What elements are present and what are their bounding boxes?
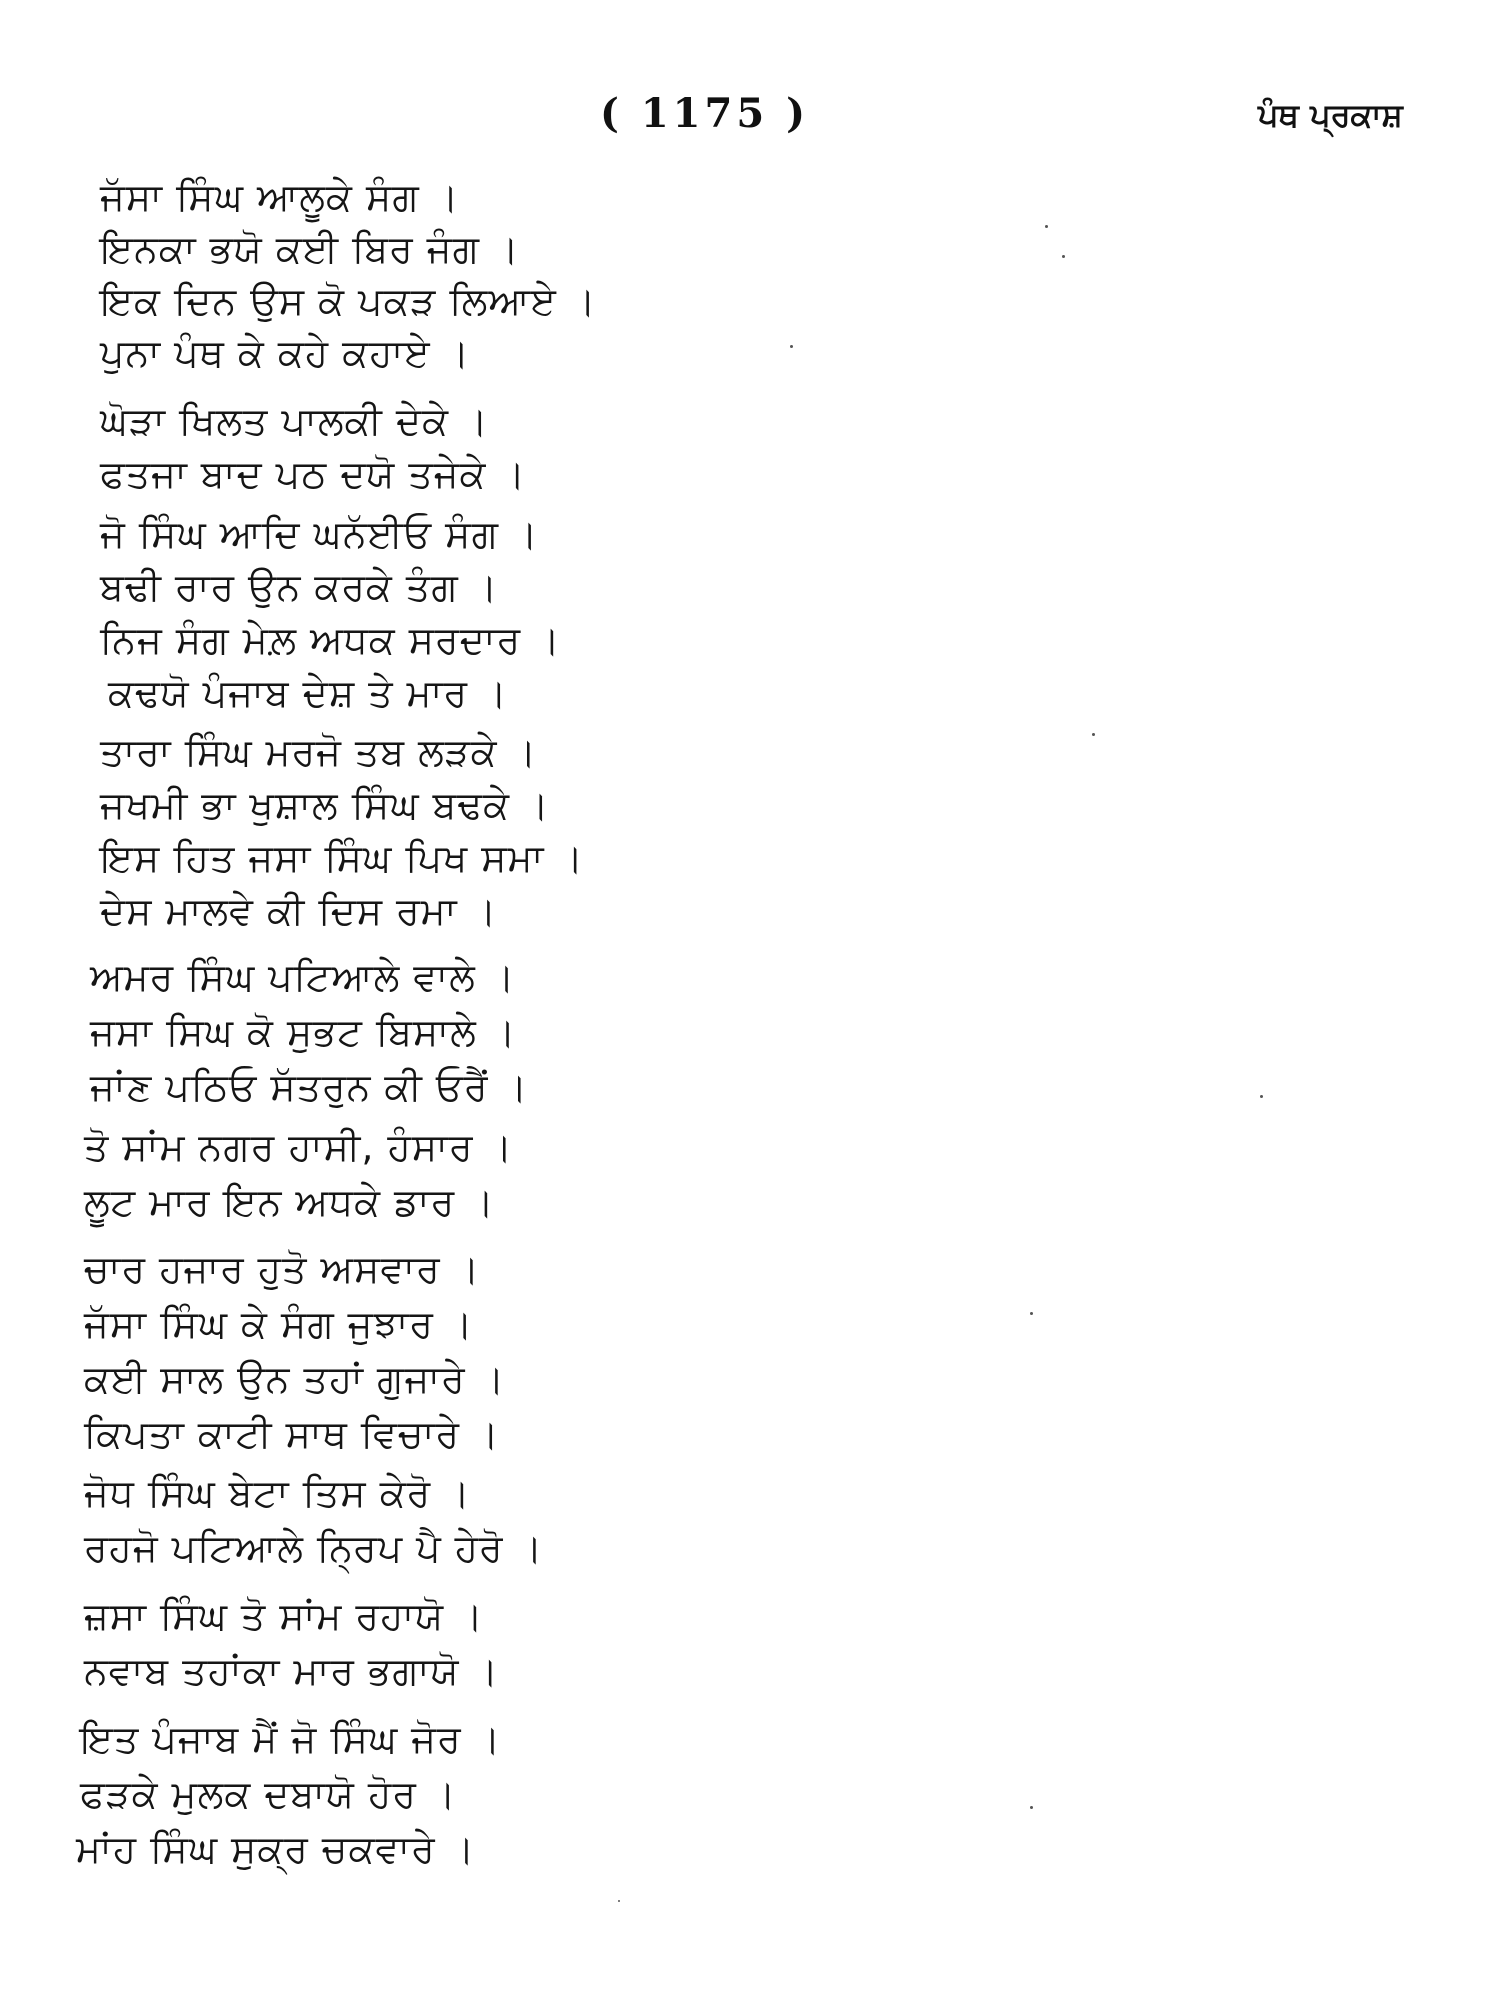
verse-line: ਜਸਾ ਸਿਘ ਕੋ ਸੁਭਟ ਬਿਸਾਲੇ ।	[90, 1010, 517, 1054]
verse-line: ਜਖਮੀ ਭਾ ਖੁਸ਼ਾਲ ਸਿੰਘ ਬਢਕੇ ।	[100, 783, 550, 827]
page-number: ( 1175 )	[600, 90, 810, 137]
verse-line: ਪੁਨਾ ਪੰਥ ਕੇ ਕਹੇ ਕਹਾਏ ।	[100, 331, 471, 375]
verse-line: ਕਿਪਤਾ ਕਾਟੀ ਸਾਥ ਵਿਚਾਰੇ ।	[84, 1412, 500, 1456]
verse-line: ਜ਼ਸਾ ਸਿੰਘ ਤੋ ਸਾਂਮ ਰਹਾਯੋ ।	[84, 1594, 484, 1638]
verse-line: ਮਾਂਹ ਸਿੰਘ ਸੁਕ੍ਰ ਚਕਵਾਰੇ ।	[76, 1827, 476, 1871]
verse-line: ਜਾਂਣ ਪਠਿਓ ਸੱਤਰੁਨ ਕੀ ਓਰੈਂ ।	[90, 1065, 529, 1109]
verse-line: ਕਢਯੋ ਪੰਜਾਬ ਦੇਸ਼ ਤੇ ਮਾਰ ।	[108, 671, 508, 715]
verse-line: ਲੂਟ ਮਾਰ ਇਨ ਅਧਕੇ ਡਾਰ ।	[84, 1180, 495, 1224]
scan-speck	[1260, 1095, 1263, 1098]
verse-line: ਤੋ ਸਾਂਮ ਨਗਰ ਹਾਸੀ, ਹੰਸਾਰ ।	[84, 1125, 514, 1169]
verse-line: ਫਤਜਾ ਬਾਦ ਪਠ ਦਯੋ ਤਜੇਕੇ ।	[100, 452, 527, 496]
scan-speck	[1030, 1806, 1033, 1809]
verse-line: ਫੜਕੇ ਮੁਲਕ ਦਬਾਯੋ ਹੋਰ ।	[80, 1772, 457, 1816]
verse-line: ਜੋਧ ਸਿੰਘ ਬੇਟਾ ਤਿਸ ਕੇਰੋ ।	[84, 1471, 471, 1515]
scan-speck	[790, 345, 793, 348]
scan-speck	[1045, 225, 1048, 228]
verse-line: ਇਤ ਪੰਜਾਬ ਮੈਂ ਜੋ ਸਿੰਘ ਜੋਰ ।	[80, 1717, 502, 1761]
verse-line: ਇਕ ਦਿਨ ਉਸ ਕੋ ਪਕੜ ਲਿਆਏ ।	[100, 279, 597, 323]
verse-line: ਅਮਰ ਸਿੰਘ ਪਟਿਆਲੇ ਵਾਲੇ ।	[90, 955, 516, 999]
verse-line: ਚਾਰ ਹਜਾਰ ਹੁਤੋ ਅਸਵਾਰ ।	[84, 1247, 481, 1291]
verse-line: ਤਾਰਾ ਸਿੰਘ ਮਰਜੋ ਤਬ ਲੜਕੇ ।	[100, 730, 538, 774]
verse-line: ਜੋ ਸਿੰਘ ਆਦਿ ਘਨੱਈਓ ਸੰਗ ।	[100, 512, 539, 556]
verse-line: ਰਹਜੋ ਪਟਿਆਲੇ ਨ੍ਰਿਪ ਪੈ ਹੇਰੋ ।	[84, 1526, 544, 1570]
running-head-book-title: ਪੰਥ ਪ੍ਰਕਾਸ਼	[1258, 96, 1403, 134]
verse-line: ਨਿਜ ਸੰਗ ਮੇਲ਼ ਅਧਕ ਸਰਦਾਰ ।	[100, 618, 561, 662]
verse-line: ਘੋੜਾ ਖਿਲਤ ਪਾਲਕੀ ਦੇਕੇ ।	[100, 399, 489, 443]
verse-line: ਕਈ ਸਾਲ ਉਨ ਤਹਾਂ ਗੁਜਾਰੇ ।	[84, 1357, 506, 1401]
verse-line: ਜੱਸਾ ਸਿੰਘ ਕੇ ਸੰਗ ਜੁਝਾਰ ।	[84, 1302, 474, 1346]
scan-speck	[1092, 733, 1095, 736]
verse-line: ਜੱਸਾ ਸਿੰਘ ਆਲੂਕੇ ਸੰਗ ।	[100, 175, 460, 219]
scan-speck	[1062, 255, 1065, 258]
verse-line: ਇਸ ਹਿਤ ਜਸਾ ਸਿੰਘ ਪਿਖ ਸਮਾ ।	[100, 836, 585, 880]
verse-line: ਨਵਾਬ ਤਹਾਂਕਾ ਮਾਰ ਭਗਾਯੋ ।	[84, 1649, 500, 1693]
verse-line: ਇਨਕਾ ਭਯੋ ਕਈ ਬਿਰ ਜੰਗ ।	[100, 227, 520, 271]
scan-speck	[1030, 1312, 1033, 1315]
scan-speck	[618, 1900, 620, 1902]
verse-line: ਬਢੀ ਰਾਰ ਉਨ ਕਰਕੇ ਤੰਗ ।	[100, 565, 499, 609]
verse-line: ਦੇਸ ਮਾਲਵੇ ਕੀ ਦਿਸ ਰਮਾ ।	[100, 889, 498, 933]
